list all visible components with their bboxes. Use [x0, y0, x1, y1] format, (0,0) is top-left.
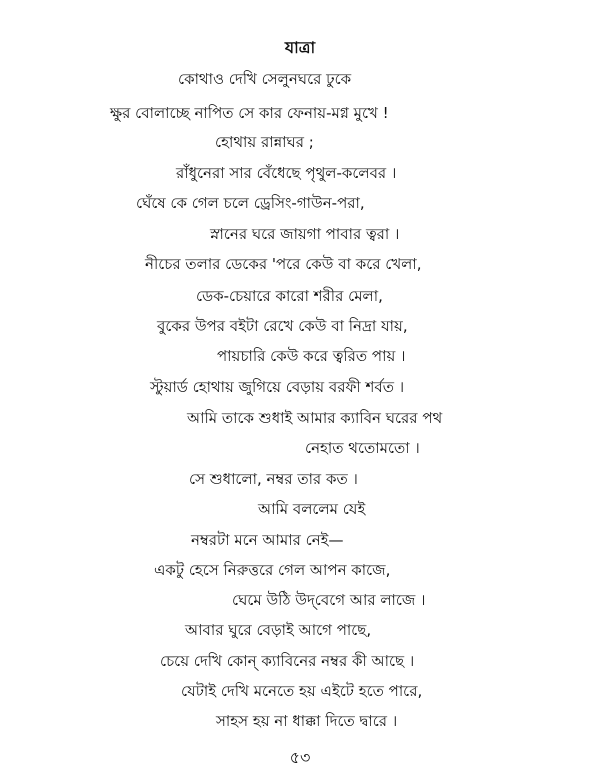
poem-line-15: আমি বললেম যেই: [258, 500, 366, 518]
poem-line-12: আমি তাকে শুধাই আমার ক্যাবিন ঘরের পথ: [187, 409, 443, 427]
poem-line-7: নীচের তলার ডেকের 'পরে কেউ বা করে খেলা,: [145, 255, 422, 273]
poem-line-14: সে শুধালো, নম্বর তার কত ।: [189, 470, 358, 488]
poem-line-18: ঘেমে উঠি উদ্‌বেগে আর লাজে ।: [232, 591, 426, 609]
poem-line-16: নম্বরটা মনে আমার নেই—: [191, 531, 344, 549]
poem-title: যাত্রা: [284, 38, 316, 57]
poem-line-5: ঘেঁষে কে গেল চলে ড্রেসিং-গাউন-পরা,: [136, 194, 365, 212]
poem-line-6: স্নানের ঘরে জায়গা পাবার ত্বরা ।: [210, 225, 400, 243]
poem-line-1: কোথাও দেখি সেলুনঘরে ঢুকে: [178, 70, 352, 88]
poem-line-2: ক্ষুর বোলাচ্ছে নাপিত সে কার ফেনায়-মগ্ন মুখে !: [110, 104, 389, 122]
poem-line-8: ডেক-চেয়ারে কারো শরীর মেলা,: [196, 287, 383, 305]
poem-line-9: বুকের উপর বইটা রেখে কেউ বা নিদ্রা যায়,: [157, 317, 408, 335]
poem-line-10: পায়চারি কেউ করে ত্বরিত পায় ।: [217, 347, 406, 365]
poem-line-13: নেহাত থতোমতো ।: [305, 439, 420, 457]
poem-line-20: চেয়ে দেখি কোন্ ক্যাবিনের নম্বর কী আছে ।: [160, 652, 415, 670]
poem-line-17: একটু হেসে নিরুত্তরে গেল আপন কাজে,: [154, 561, 391, 579]
poem-line-22: সাহস হয় না ধাক্কা দিতে দ্বারে ।: [216, 712, 398, 730]
poem-line-3: হোথায় রান্নাঘর ;: [215, 133, 314, 151]
page-number: ৫৩: [289, 748, 311, 767]
poem-line-4: রাঁধুনেরা সার বেঁধেছে পৃথুল-কলেবর ।: [176, 164, 397, 182]
poem-line-21: যেটাই দেখি মনেতে হয় এইটে হতে পারে,: [181, 682, 423, 700]
poem-line-11: স্টুয়ার্ড হোথায় জুগিয়ে বেড়ায় বরফী শর্বত ।: [150, 378, 405, 396]
poem-line-19: আবার ঘুরে বেড়াই আগে পাছে,: [185, 621, 372, 639]
